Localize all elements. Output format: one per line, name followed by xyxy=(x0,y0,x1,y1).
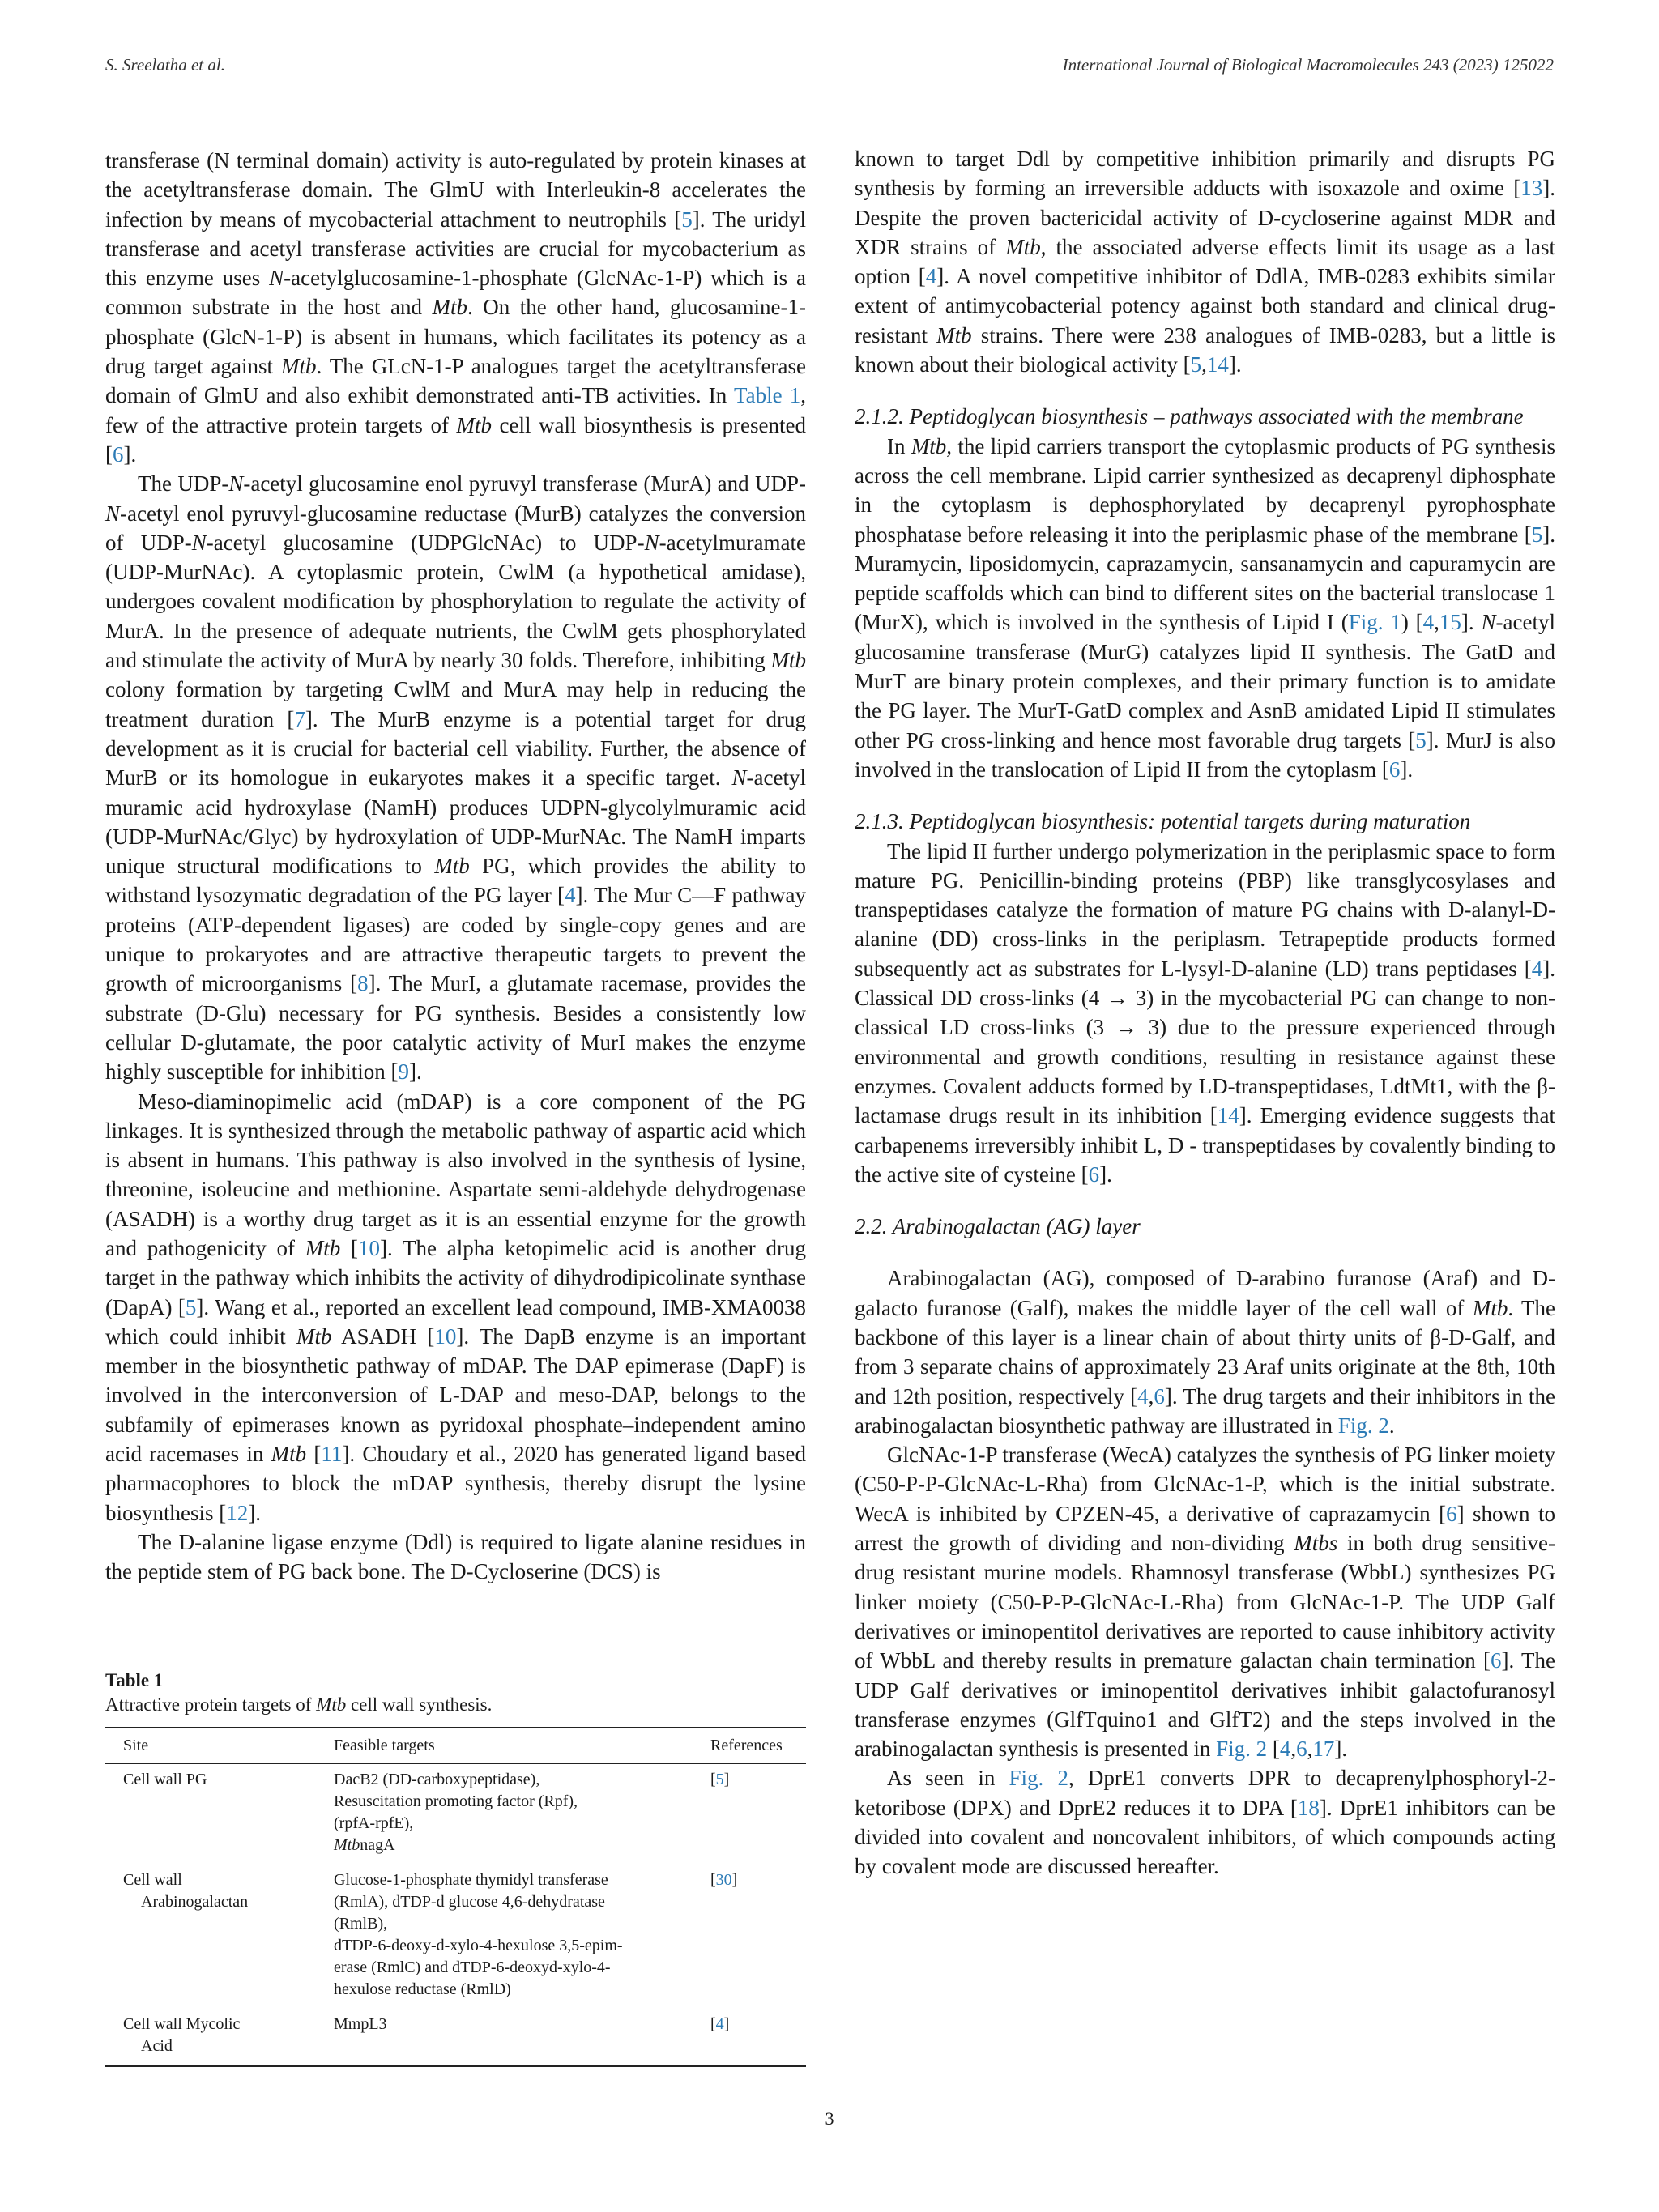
figure-link[interactable]: Fig. 2 xyxy=(1337,1413,1389,1438)
citation-link[interactable]: 4 xyxy=(565,883,576,908)
citation-link[interactable]: 4 xyxy=(715,2015,724,2033)
table-link[interactable]: Table 1 xyxy=(733,383,801,408)
ref-cell: [30] xyxy=(710,1871,738,1889)
site-cell: Cell wall Arabinogalactan xyxy=(123,1871,249,1911)
targets-cell: DacB2 (DD-carboxypeptidase), Resuscitation promoting factor (Rpf), (rpfA-rpfE), MtbnagA xyxy=(334,1771,578,1854)
citation-link[interactable]: 15 xyxy=(1439,610,1461,635)
citation-link[interactable]: 6 xyxy=(113,441,124,467)
header-journal: International Journal of Biological Macromolecules 243 (2023) 125022 xyxy=(1062,55,1554,75)
paragraph: Arabinogalactan (AG), composed of D-arabino furanose (Araf) and D-galacto furanose (Galf), makes the middle layer of the cell wall of Mtb. The backbone of this layer is a linear chain of about thirty units of β-D-Galf, and from 3 separate chains of approximately 23 Araf units originate at the 8th, 10th and 12th position, respectively [4,6]. The drug targets and their inhibitors in the arabinogalactan biosynthetic pathway are illustrated in Fig. 2. xyxy=(855,1266,1555,1438)
citation-link[interactable]: 14 xyxy=(1217,1103,1239,1128)
citation-link[interactable]: 6 xyxy=(1388,757,1401,782)
citation-link[interactable]: 13 xyxy=(1520,176,1543,201)
citation-link[interactable]: 5 xyxy=(1531,522,1543,547)
header-author: S. Sreelatha et al. xyxy=(105,55,225,75)
paragraph: The lipid II further undergo polymerization in the periplasmic space to form mature PG. Penicillin-binding proteins (PBP) like transglycosylases and transpeptidases catalyze the formation of mature PG chains with D-alanyl-D-alanine (DD) cross-links in the periplasm. Tetrapeptide products formed subsequently act as substrates for L-lysyl-D-alanine (LD) trans peptidases [4]. Classical DD cross-links (4 → 3) in the mycobacterial PG can change to non-classical LD cross-links (3 → 3) due to the pressure experienced through environmental and growth conditions, resulting in resistance against these enzymes. Covalent adducts formed by LD-transpeptidases, LdtMt1, with the β-lactamase drugs result in its inhibition [14]. Emerging evidence suggests that carbapenems irreversibly inhibit L, D - transpeptidases by covalently binding to the active site of cysteine [6]. xyxy=(855,838,1555,1187)
citation-link[interactable]: 4 xyxy=(1279,1737,1291,1762)
site-cell: Cell wall PG xyxy=(123,1771,207,1788)
ref-cell: [5] xyxy=(710,1771,730,1788)
citation-link[interactable]: 4 xyxy=(1137,1383,1149,1409)
section-heading-2-2: 2.2. Arabinogalactan (AG) layer xyxy=(855,1214,1141,1239)
right-column xyxy=(855,144,1555,1882)
table-row xyxy=(105,1764,806,1865)
figure-link[interactable]: Fig. 2 xyxy=(1009,1766,1068,1791)
citation-link[interactable]: 9 xyxy=(398,1059,409,1085)
left-column xyxy=(105,146,806,1587)
paragraph: Meso-diaminopimelic acid (mDAP) is a core component of the PG linkages. It is synthesized through the metabolic pathway of aspartic acid which is absent in humans. This pathway is also involved in the synthesis of lysine, threonine, isoleucine and methionine. Aspartate semi-aldehyde dehydrogenase (ASADH) is a worthy drug target as it is an essential enzyme for the growth and pathogenicity of Mtb [10]. The alpha ketopimelic acid is another drug target in the pathway which inhibits the activity of dihydrodipicolinate synthase (DapA) [5]. Wang et al., reported an excellent lead compound, IMB-XMA0038 which could inhibit Mtb ASADH [10]. The DapB enzyme is an important member in the biosynthetic pathway of mDAP. The DAP epimerase (DapF) is involved in the interconversion of L-DAP and meso-DAP, belongs to the subfamily of epimerases known as pyridoxal phosphate–independent amino acid racemases in Mtb [11]. Choudary et al., 2020 has generated ligand based pharmacophores to block the mDAP synthesis, thereby disrupt the lysine biosynthesis [12]. xyxy=(105,1089,806,1525)
citation-link[interactable]: 6 xyxy=(1088,1161,1100,1187)
paragraph: The UDP-N-acetyl glucosamine enol pyruvyl transferase (MurA) and UDP-N-acetyl enol pyruvyl-glucosamine reductase (MurB) catalyzes the conversion of UDP-N-acetyl glucosamine (UDPGlcNAc) to UDP-N-acetylmuramate (UDP-MurNAc). A cytoplasmic protein, CwlM (a hypothetical amidase), undergoes covalent modification by phosphorylation to regulate the activity of MurA. In the presence of adequate nutrients, the CwlM gets phosphorylated and stimulate the activity of MurA by nearly 30 folds. Therefore, inhibiting Mtb colony formation by targeting CwlM and MurA may help in reducing the treatment duration [7]. The MurB enzyme is a potential target for drug development as it is crucial for bacterial cell viability. Further, the absence of MurB or its homologue in eukaryotes makes it a specific target. N-acetyl muramic acid hydroxylase (NamH) produces UDPN-glycolylmuramic acid (UDP-MurNAc/Glyc) by hydroxylation of UDP-MurNAc. The NamH imparts unique structural modifications to Mtb PG, which provides the ability to withstand lysozymatic degradation of the PG layer [4]. The Mur C—F pathway proteins (ATP-dependent ligases) are coded by single-copy genes and are unique to prokaryotes and are attractive therapeutic targets to prevent the growth of microorganisms [8]. The MurI, a glutamate racemase, provides the substrate (D-Glu) necessary for PG synthesis. Besides a consistently low cellular D-glutamate, the poor catalytic activity of MurI makes the enzyme highly susceptible for inhibition [9]. xyxy=(105,471,807,1085)
citation-link[interactable]: 11 xyxy=(321,1442,343,1467)
citation-link[interactable]: 6 xyxy=(1446,1501,1457,1526)
citation-link[interactable]: 6 xyxy=(1154,1383,1165,1409)
table-row xyxy=(105,2009,806,2066)
citation-link[interactable]: 4 xyxy=(1531,956,1543,981)
citation-link[interactable]: 4 xyxy=(925,264,937,289)
table-caption: Attractive protein targets of Mtb cell wall synthesis. xyxy=(105,1694,493,1715)
site-cell: Cell wall Mycolic Acid xyxy=(105,2009,316,2066)
section-heading-2-1-3: 2.1.3. Peptidoglycan biosynthesis: potential targets during maturation xyxy=(855,809,1471,834)
table-header-row xyxy=(105,1728,806,1764)
citation-link[interactable]: 8 xyxy=(357,971,369,996)
table-title: Table 1 xyxy=(105,1670,164,1690)
citation-link[interactable]: 12 xyxy=(226,1500,249,1525)
header-site: Site xyxy=(105,1728,316,1764)
citation-link[interactable]: 5 xyxy=(715,1771,724,1788)
paragraph: transferase (N terminal domain) activity is auto-regulated by protein kinases at the acetyltransferase domain. The GlmU with Interleukin-8 accelerates the infection by means of mycobacterial attachment to neutrophils [5]. The uridyl transferase and acetyl transferase activities are crucial for mycobacterium as this enzyme uses N-acetylglucosamine-1-phosphate (GlcNAc-1-P) which is a common substrate in the host and Mtb. On the other hand, glucosamine-1-phosphate (GlcN-1-P) is absent in humans, which facilitates its potency as a drug target against Mtb. The GLcN-1-P analogues target the acetyltransferase domain of GlmU and also exhibit demonstrated anti-TB activities. In Table 1, few of the attractive protein targets of Mtb cell wall biosynthesis is presented [6]. xyxy=(105,148,807,467)
citation-link[interactable]: 4 xyxy=(1422,610,1435,635)
table-row xyxy=(105,1865,806,2009)
ref-cell: [4] xyxy=(693,2009,806,2066)
citation-link[interactable]: 6 xyxy=(1491,1648,1502,1673)
targets-table xyxy=(105,1727,806,2067)
citation-link[interactable]: 30 xyxy=(715,1871,732,1889)
targets-cell: Glucose-1-phosphate thymidyl transferase (RmlA), dTDP-d glucose 4,6-dehydratase (RmlB), dTDP-6-deoxy-d-xylo-4-hexulose 3,5-epim- erase (RmlC) and dTDP-6-deoxyd-xylo-4- hexulose reductase (RmlD) xyxy=(334,1871,623,1998)
table-1 xyxy=(105,1669,806,2067)
figure-link[interactable]: Fig. 1 xyxy=(1348,610,1401,635)
citation-link[interactable]: 17 xyxy=(1312,1737,1335,1762)
paragraph: As seen in Fig. 2, DprE1 converts DPR to decaprenylphosphoryl-2-ketoribose (DPX) and DprE2 reduces it to DPA [18]. DprE1 inhibitors can be divided into covalent and noncovalent inhibitors, of which compounds acting by covalent mode are discussed hereafter. xyxy=(855,1766,1556,1879)
citation-link[interactable]: 18 xyxy=(1297,1795,1320,1820)
citation-link[interactable]: 14 xyxy=(1206,352,1229,377)
citation-link[interactable]: 7 xyxy=(294,706,305,731)
section-heading-2-1-2: 2.1.2. Peptidoglycan biosynthesis – pathways associated with the membrane xyxy=(855,404,1524,429)
targets-cell: MmpL3 xyxy=(316,2009,693,2066)
paragraph: The D-alanine ligase enzyme (Ddl) is required to ligate alanine residues in the peptide stem of PG back bone. The D-Cycloserine (DCS) is xyxy=(105,1529,806,1584)
citation-link[interactable]: 5 xyxy=(185,1294,197,1319)
citation-link[interactable]: 5 xyxy=(681,207,693,232)
paragraph: GlcNAc-1-P transferase (WecA) catalyzes the synthesis of PG linker moiety (C50-P-P-GlcNAc-L-Rha) from GlcNAc-1-P, which is the initial substrate. WecA is inhibited by CPZEN-45, a derivative of caprazamycin [6] shown to arrest the growth of dividing and non-dividing Mtbs in both drug sensitive- drug resistant murine models. Rhamnosyl transferase (WbbL) synthesizes PG linker moiety (C50-P-P-GlcNAc-L-Rha) from GlcNAc-1-P. The UDP Galf derivatives or iminopentitol derivatives are reported to cause inhibitory activity of WbbL and thereby results in premature galactan chain termination [6]. The UDP Galf derivatives or iminopentitol derivatives inhibit galactofuranosyl transferase enzymes (GlfTquino1 and GlfT2) and the steps involved in the arabinogalactan synthesis is presented in Fig. 2 [4,6,17]. xyxy=(855,1443,1556,1762)
citation-link[interactable]: 5 xyxy=(1415,727,1427,752)
citation-link[interactable]: 10 xyxy=(434,1323,457,1349)
page-number: 3 xyxy=(825,2108,834,2129)
paragraph: In Mtb, the lipid carriers transport the cytoplasmic products of PG synthesis across the cell membrane. Lipid carrier synthesized as decaprenyl diphosphate in the cytoplasm is dephosphorylated by decaprenyl pyrophosphate phosphatase before releasing it into the periplasmic phase of the membrane [5]. Muramycin, liposidomycin, caprazamycin, sansanamycin and capuramycin are peptide scaffolds which can bind to different sites on the bacterial translocase 1 (MurX), which is involved in the synthesis of Lipid I (Fig. 1) [4,15]. N-acetyl glucosamine transferase (MurG) catalyzes lipid II synthesis. The GatD and MurT are binary protein complexes, and their primary function is to amidate the PG layer. The MurT-GatD complex and AsnB amidated Lipid II stimulates other PG cross-linking and hence most favorable drug targets [5]. MurJ is also involved in the translocation of Lipid II from the cytoplasm [6]. xyxy=(855,433,1555,782)
paragraph: known to target Ddl by competitive inhibition primarily and disrupts PG synthesis by forming an irreversible adducts with isoxazole and oxime [13]. Despite the proven bactericidal activity of D-cycloserine against MDR and XDR strains of Mtb, the associated adverse effects limit its usage as a last option [4]. A novel competitive inhibitor of DdlA, IMB-0283 exhibits similar extent of antimycobacterial potency against both standard and clinical drug-resistant Mtb strains. There were 238 analogues of IMB-0283, but a little is known about their biological activity [5,14]. xyxy=(855,147,1555,377)
figure-link[interactable]: Fig. 2 xyxy=(1216,1737,1268,1762)
citation-link[interactable]: 5 xyxy=(1190,352,1202,377)
citation-link[interactable]: 10 xyxy=(358,1235,381,1260)
header-targets: Feasible targets xyxy=(316,1728,693,1764)
citation-link[interactable]: 6 xyxy=(1296,1737,1307,1762)
header-references: References xyxy=(693,1728,806,1764)
running-header xyxy=(105,55,1554,87)
